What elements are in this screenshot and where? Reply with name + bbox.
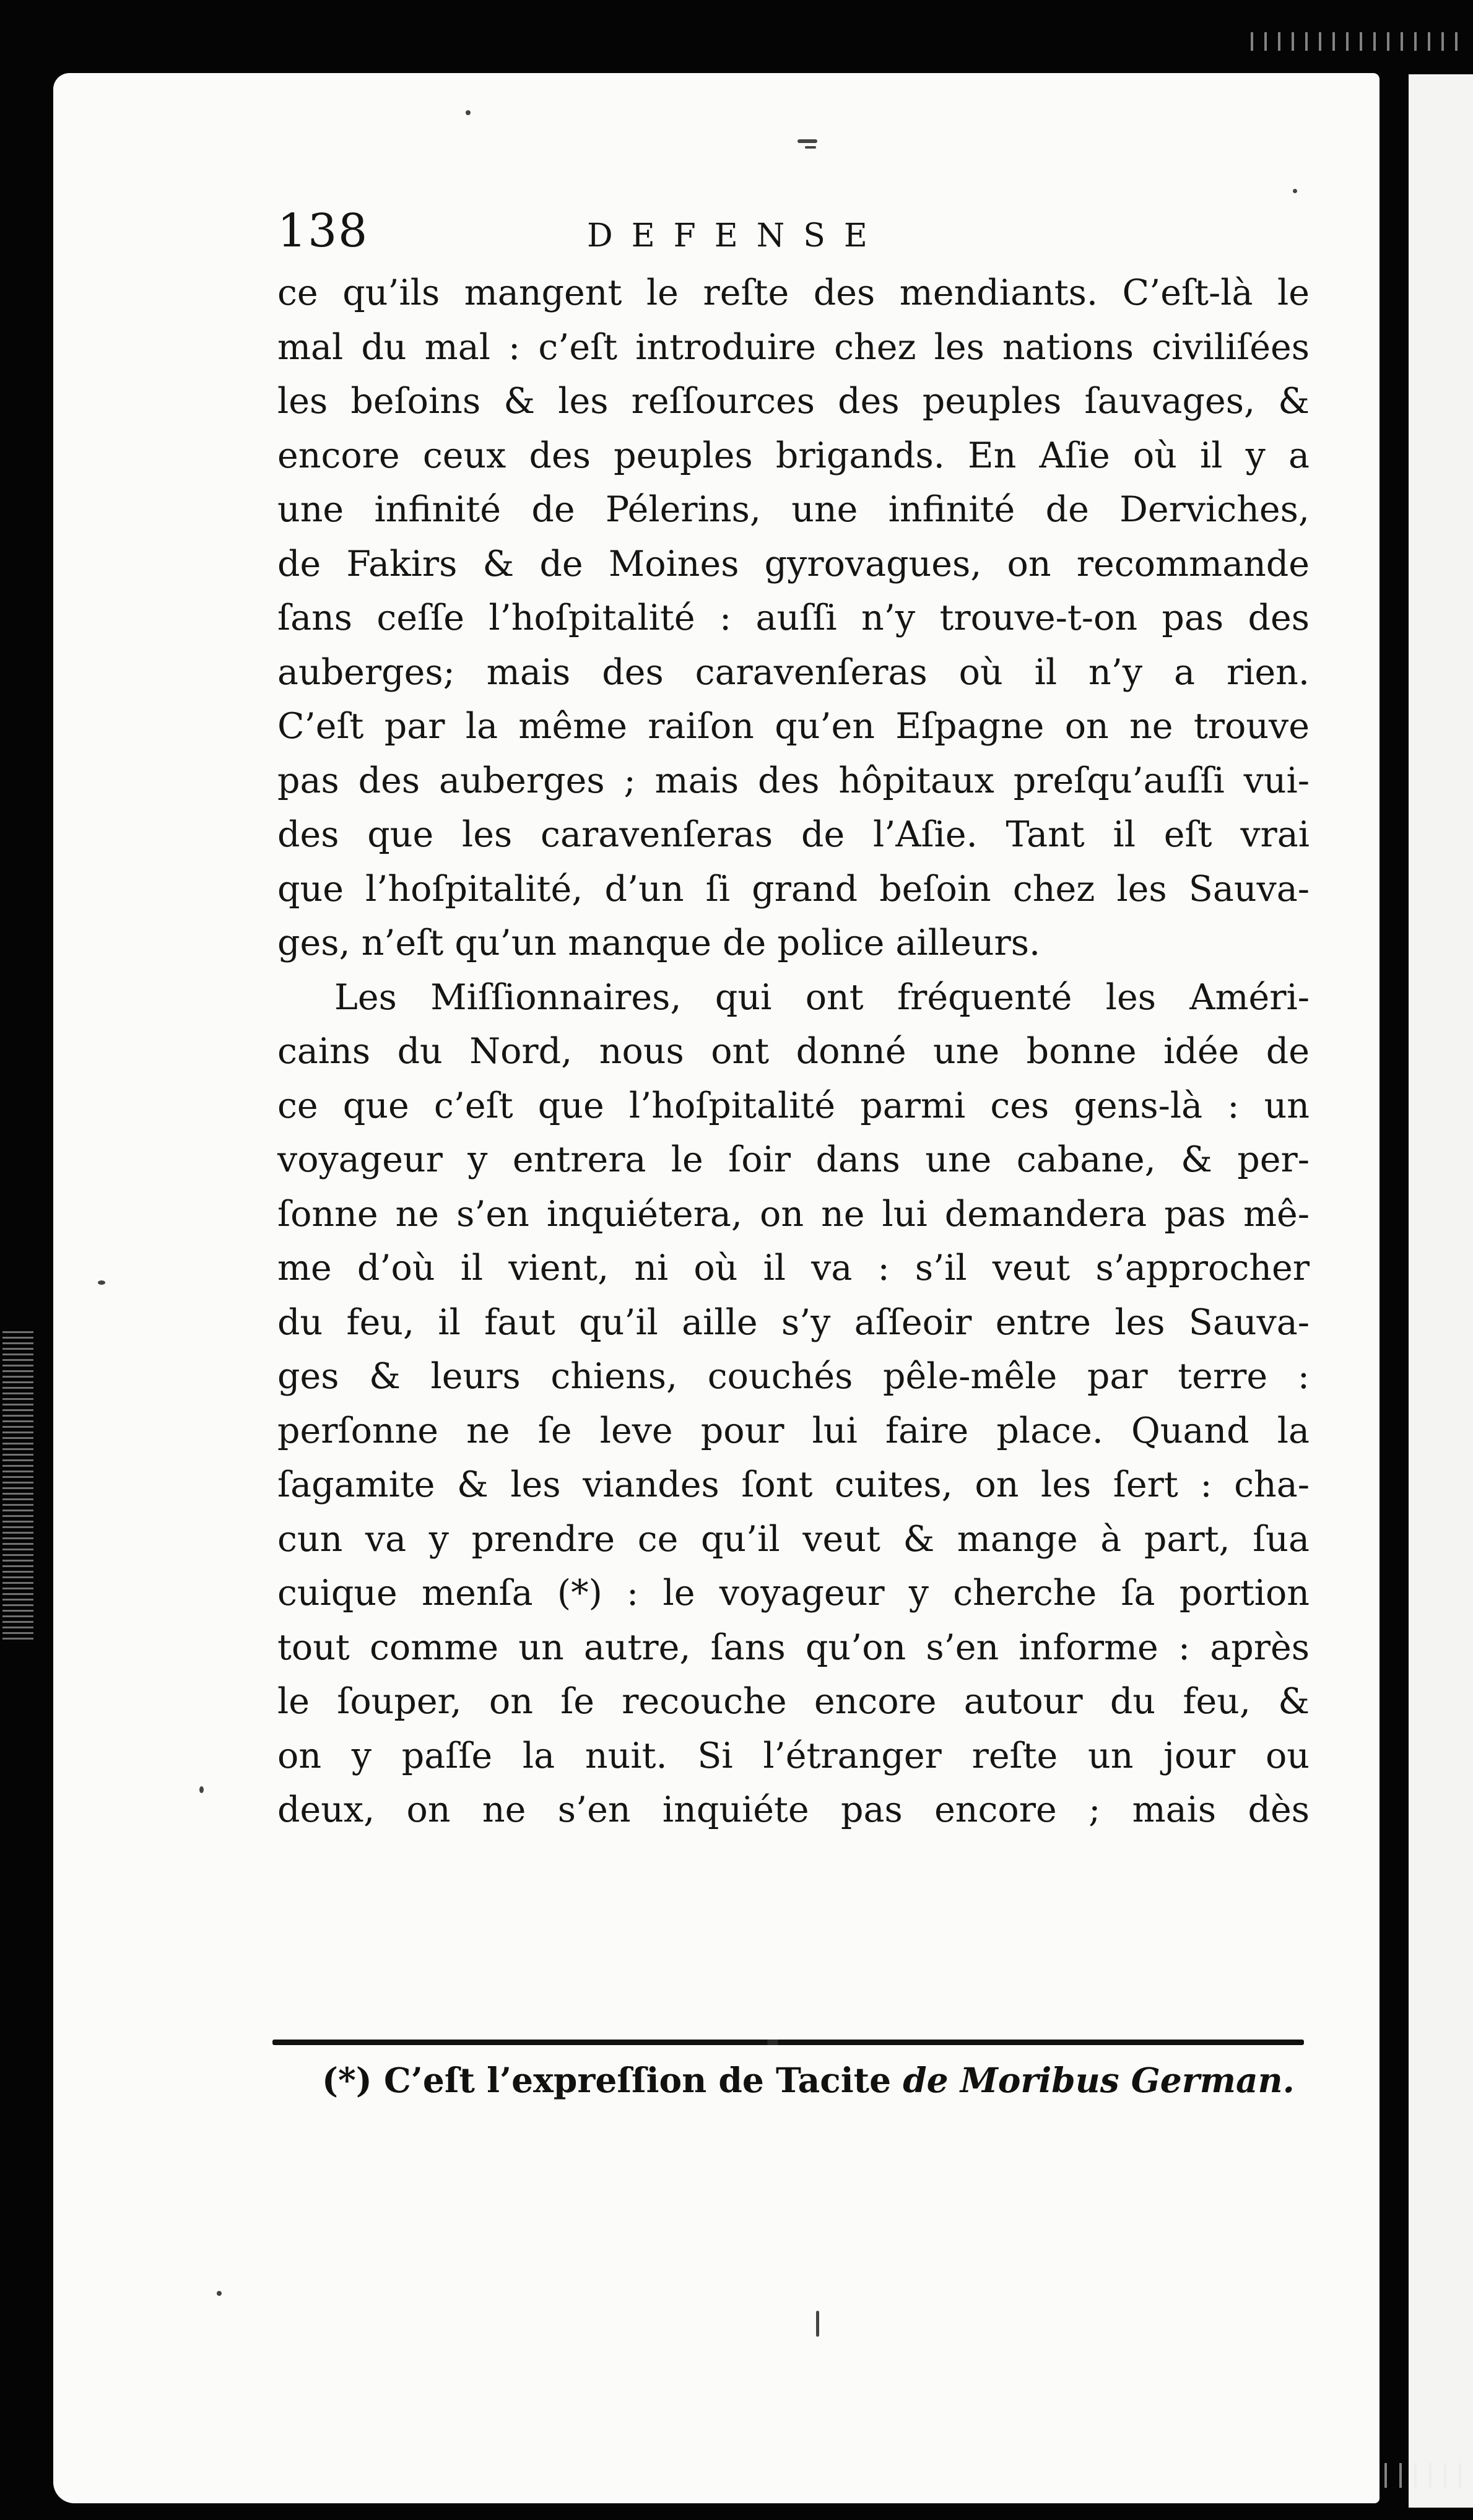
footnote-marker: (*) [322, 2060, 372, 2100]
text-line: de Fakirs & de Moines gyrovagues, on recommande [277, 543, 1310, 584]
ink-speck [816, 2311, 819, 2337]
ink-speck [797, 139, 817, 143]
text-line: auberges; mais des caravenſeras où il n’y a rien. [277, 651, 1310, 693]
text-line: ges & leurs chiens, couchés pêle-mêle par terre : [277, 1356, 1310, 1397]
paragraph-start-line: Les Miſſionnaires, qui ont fréquenté les Améri- [334, 976, 1310, 1018]
text-line: une infinité de Pélerins, une infinité de Derviches, [277, 489, 1310, 530]
text-line: mal du mal : c’eſt introduire chez les nations civiliſées [277, 326, 1310, 368]
text-line: cains du Nord, nous ont donné une bonne idée de [277, 1031, 1310, 1072]
ink-speck [466, 110, 471, 115]
text-line: des que les caravenſeras de l’Aſie. Tant il eſt vrai [277, 814, 1310, 855]
ink-speck [199, 1786, 204, 1793]
adjacent-page-edge [1409, 74, 1473, 2508]
text-line: le ſouper, on ſe recouche encore autour du feu, & [277, 1681, 1310, 1722]
text-line: tout comme un autre, ſans qu’on s’en informe : après [277, 1627, 1310, 1668]
body-text [277, 266, 1310, 1838]
page-number: 138 [277, 204, 369, 258]
text-line: du feu, il faut qu’il aille s’y aſſeoir entre les Sauva- [277, 1301, 1310, 1343]
text-line: perſonne ne ſe leve pour lui faire place. Quand la [277, 1410, 1310, 1451]
text-line: ſagamite & les viandes ſont cuites, on les ſert : cha- [277, 1464, 1310, 1505]
text-line: pas des auberges ; mais des hôpitaux preſqu’auſſi vui- [277, 760, 1310, 801]
footnote-rule [272, 2040, 1304, 2045]
text-line: ce que c’eſt que l’hoſpitalité parmi ces gens-là : un [277, 1085, 1310, 1126]
text-line: que l’hoſpitalité, d’un ſi grand beſoin chez les Sauva- [277, 868, 1310, 910]
footnote [322, 2056, 1295, 2105]
text-line: on y paſſe la nuit. Si l’étranger reſte un jour ou [277, 1735, 1310, 1776]
text-line: voyageur y entrera le ſoir dans une cabane, & per- [277, 1139, 1310, 1180]
text-line: ges, n’eſt qu’un manque de police ailleurs. [277, 923, 1041, 963]
text-line: cuique menſa (*) : le voyageur y cherche ſa portion [277, 1573, 1310, 1614]
running-head: defense [587, 204, 886, 258]
ink-speck [98, 1280, 105, 1285]
text-line: les beſoins & les reſſources des peuples ſauvages, & [277, 381, 1310, 422]
text-line: cun va y prendre ce qu’il veut & mange à part, ſua [277, 1518, 1310, 1560]
text-line: ce qu’ils mangent le reſte des mendiants. C’eſt-là le [277, 272, 1310, 313]
adjacent-page-edge-top [1251, 32, 1461, 51]
text-line: ſonne ne s’en inquiétera, on ne lui demandera pas mê- [277, 1193, 1310, 1235]
page-header [277, 200, 1330, 268]
text-line: deux, on ne s’en inquiéte pas encore ; mais dès [277, 1789, 1310, 1830]
ink-speck [1293, 189, 1297, 193]
footnote-reference: de Moribus German. [903, 2060, 1295, 2100]
text-line: C’eſt par la même raiſon qu’en Eſpagne on ne trouve [277, 706, 1310, 747]
text-line: me d’où il vient, ni où il va : s’il veut s’approcher [277, 1248, 1310, 1288]
text-line: ſans ceſſe l’hoſpitalité : auſſi n’y trouve-t-on pas des [277, 597, 1310, 638]
binding-edge [2, 1331, 33, 1641]
text-line: encore ceux des peuples brigands. En Aſie où il y a [277, 435, 1310, 476]
footnote-text: C’eſt l’expreſſion de Tacite [383, 2060, 892, 2100]
ink-speck [805, 146, 816, 149]
ink-speck [217, 2291, 222, 2296]
